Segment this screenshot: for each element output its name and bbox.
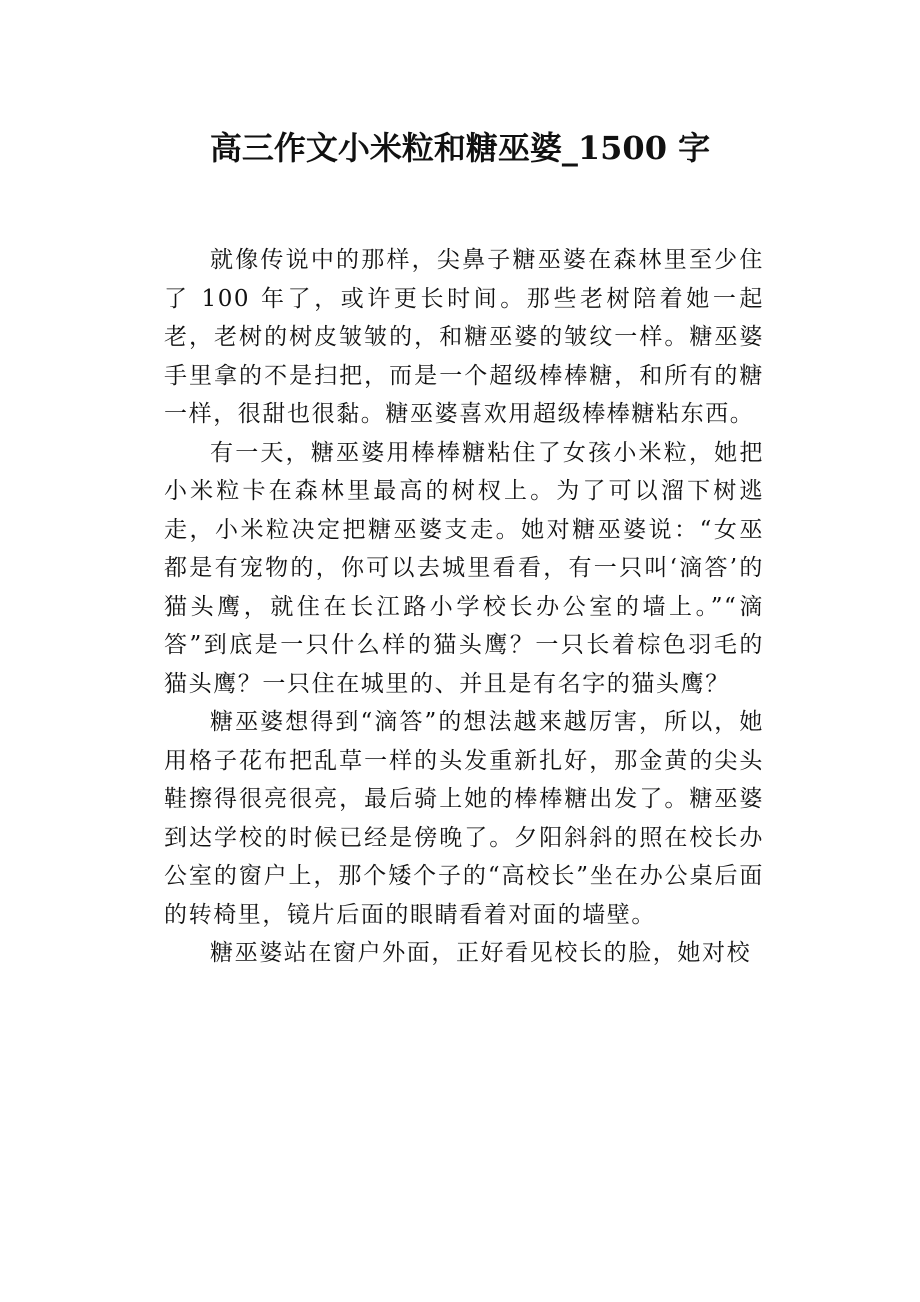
- paragraph-1: 就像传说中的那样，尖鼻子糖巫婆在森林里至少住了 100 年了，或许更长时间。那些老树陪着她一起老，老树的树皮皱皱的，和糖巫婆的皱纹一样。糖巫婆手里拿的不是扫把，而是一个超级棒棒糖，和所有的糖一样，很甜也很黏。糖巫婆喜欢用超级棒棒糖粘东西。: [164, 247, 764, 427]
- document-body: [164, 241, 764, 973]
- paragraph-4: 糖巫婆站在窗户外面，正好看见校长的脸，她对校: [210, 940, 752, 966]
- paragraph-3: 糖巫婆想得到“滴答”的想法越来越厉害，所以，她用格子花布把乱草一样的头发重新扎好，那金黄的尖头鞋擦得很亮很亮，最后骑上她的棒棒糖出发了。糖巫婆到达学校的时候已经是傍晚了。夕阳斜斜的照在校长办公室的窗户上，那个矮个子的“高校长”坐在办公桌后面的转椅里，镜片后面的眼睛看着对面的墙壁。: [164, 709, 764, 928]
- document-title: 高三作文小米粒和糖巫婆_1500 字: [209, 129, 711, 167]
- paragraph-2: 有一天，糖巫婆用棒棒糖粘住了女孩小米粒，她把小米粒卡在森林里最高的树杈上。为了可以溜下树逃走，小米粒决定把糖巫婆支走。她对糖巫婆说：“女巫都是有宠物的，你可以去城里看看，有一只叫‘滴答’的猫头鹰，就住在长江路小学校长办公室的墙上。”“滴答”到底是一只什么样的猫头鹰？一只长着棕色羽毛的猫头鹰？一只住在城里的、并且是有名字的猫头鹰？: [164, 439, 764, 697]
